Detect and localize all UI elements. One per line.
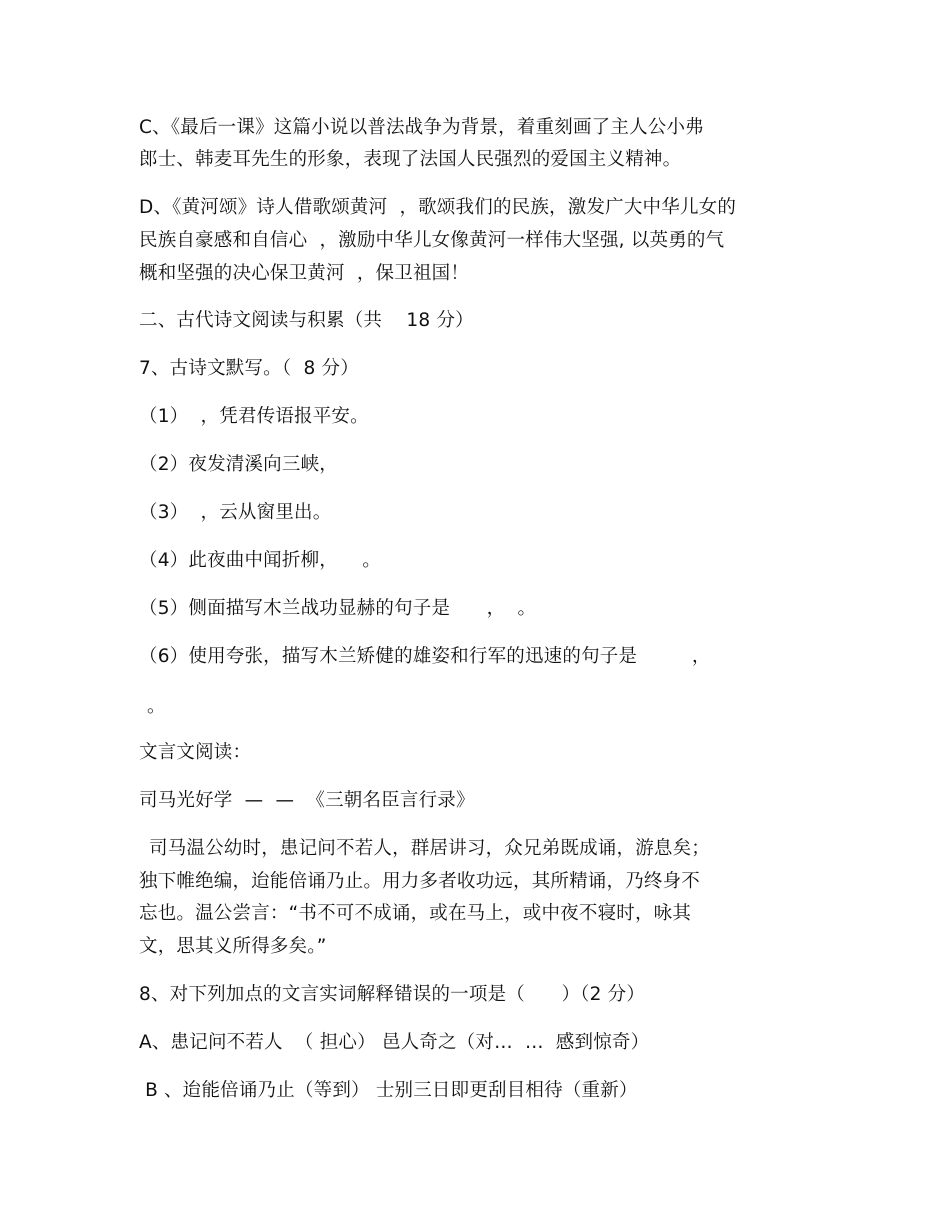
question-7-heading: 7、古诗文默写。（ 8 分）	[139, 358, 359, 379]
passage-line-2: 独下帷绝编，迨能倍诵乃止。用力多者收功远，其所精诵，乃终身不	[139, 871, 701, 892]
passage-title: 司马光好学 — — 《三朝名臣言行录》	[139, 790, 475, 811]
passage-line-3: 忘也。温公尝言：“书不可不成诵，或在马上，或中夜不寝时，咏其	[139, 903, 692, 924]
q7-item-4: （4）此夜曲中闻折柳， 。	[139, 550, 381, 571]
q7-item-2: （2）夜发清溪向三峡，	[139, 454, 338, 475]
option-d-line-3: 概和坚强的决心保卫黄河 ，保卫祖国！	[139, 263, 470, 284]
q7-item-6-continuation: 。	[147, 696, 166, 717]
q7-item-5: （5）侧面描写木兰战功显赫的句子是 ， 。	[139, 598, 537, 619]
option-c-line-1: C、《最后一课》这篇小说以普法战争为背景，着重刻画了主人公小弗	[139, 117, 704, 138]
option-d-line-2: 民族自豪感和自信心 ，激励中华儿女像黄河一样伟大坚强, 以英勇的气	[139, 230, 725, 251]
option-c-line-2: 郎士、韩麦耳先生的形象，表现了法国人民强烈的爱国主义精神。	[139, 149, 682, 170]
passage-line-1: 司马温公幼时，患记问不若人，群居讲习，众兄弟既成诵，游息矣；	[149, 838, 711, 859]
section-heading: 二、古代诗文阅读与积累（共 18 分）	[139, 310, 474, 331]
q7-item-1: （1） ，凭君传语报平安。	[139, 406, 369, 427]
q7-item-6: （6）使用夸张，描写木兰矫健的雄姿和行军的迅速的句子是 ，	[139, 646, 711, 667]
q8-option-b: B 、迨能倍诵乃止（等到） 士别三日即更刮目相待（重新）	[139, 1080, 638, 1101]
question-8-heading: 8、对下列加点的文言实词解释错误的一项是（ ）（2 分）	[139, 984, 646, 1005]
passage-line-4: 文，思其义所得多矣。”	[139, 936, 327, 957]
q8-option-a: A、患记问不若人 （ 担心） 邑人奇之（对… … 感到惊奇）	[139, 1032, 650, 1053]
classical-reading-label: 文言文阅读：	[139, 742, 252, 763]
q7-item-3: （3） ，云从窗里出。	[139, 502, 332, 523]
option-d-line-1: D、《黄河颂》诗人借歌颂黄河 ，歌颂我们的民族，激发广大中华儿女的	[139, 197, 737, 218]
